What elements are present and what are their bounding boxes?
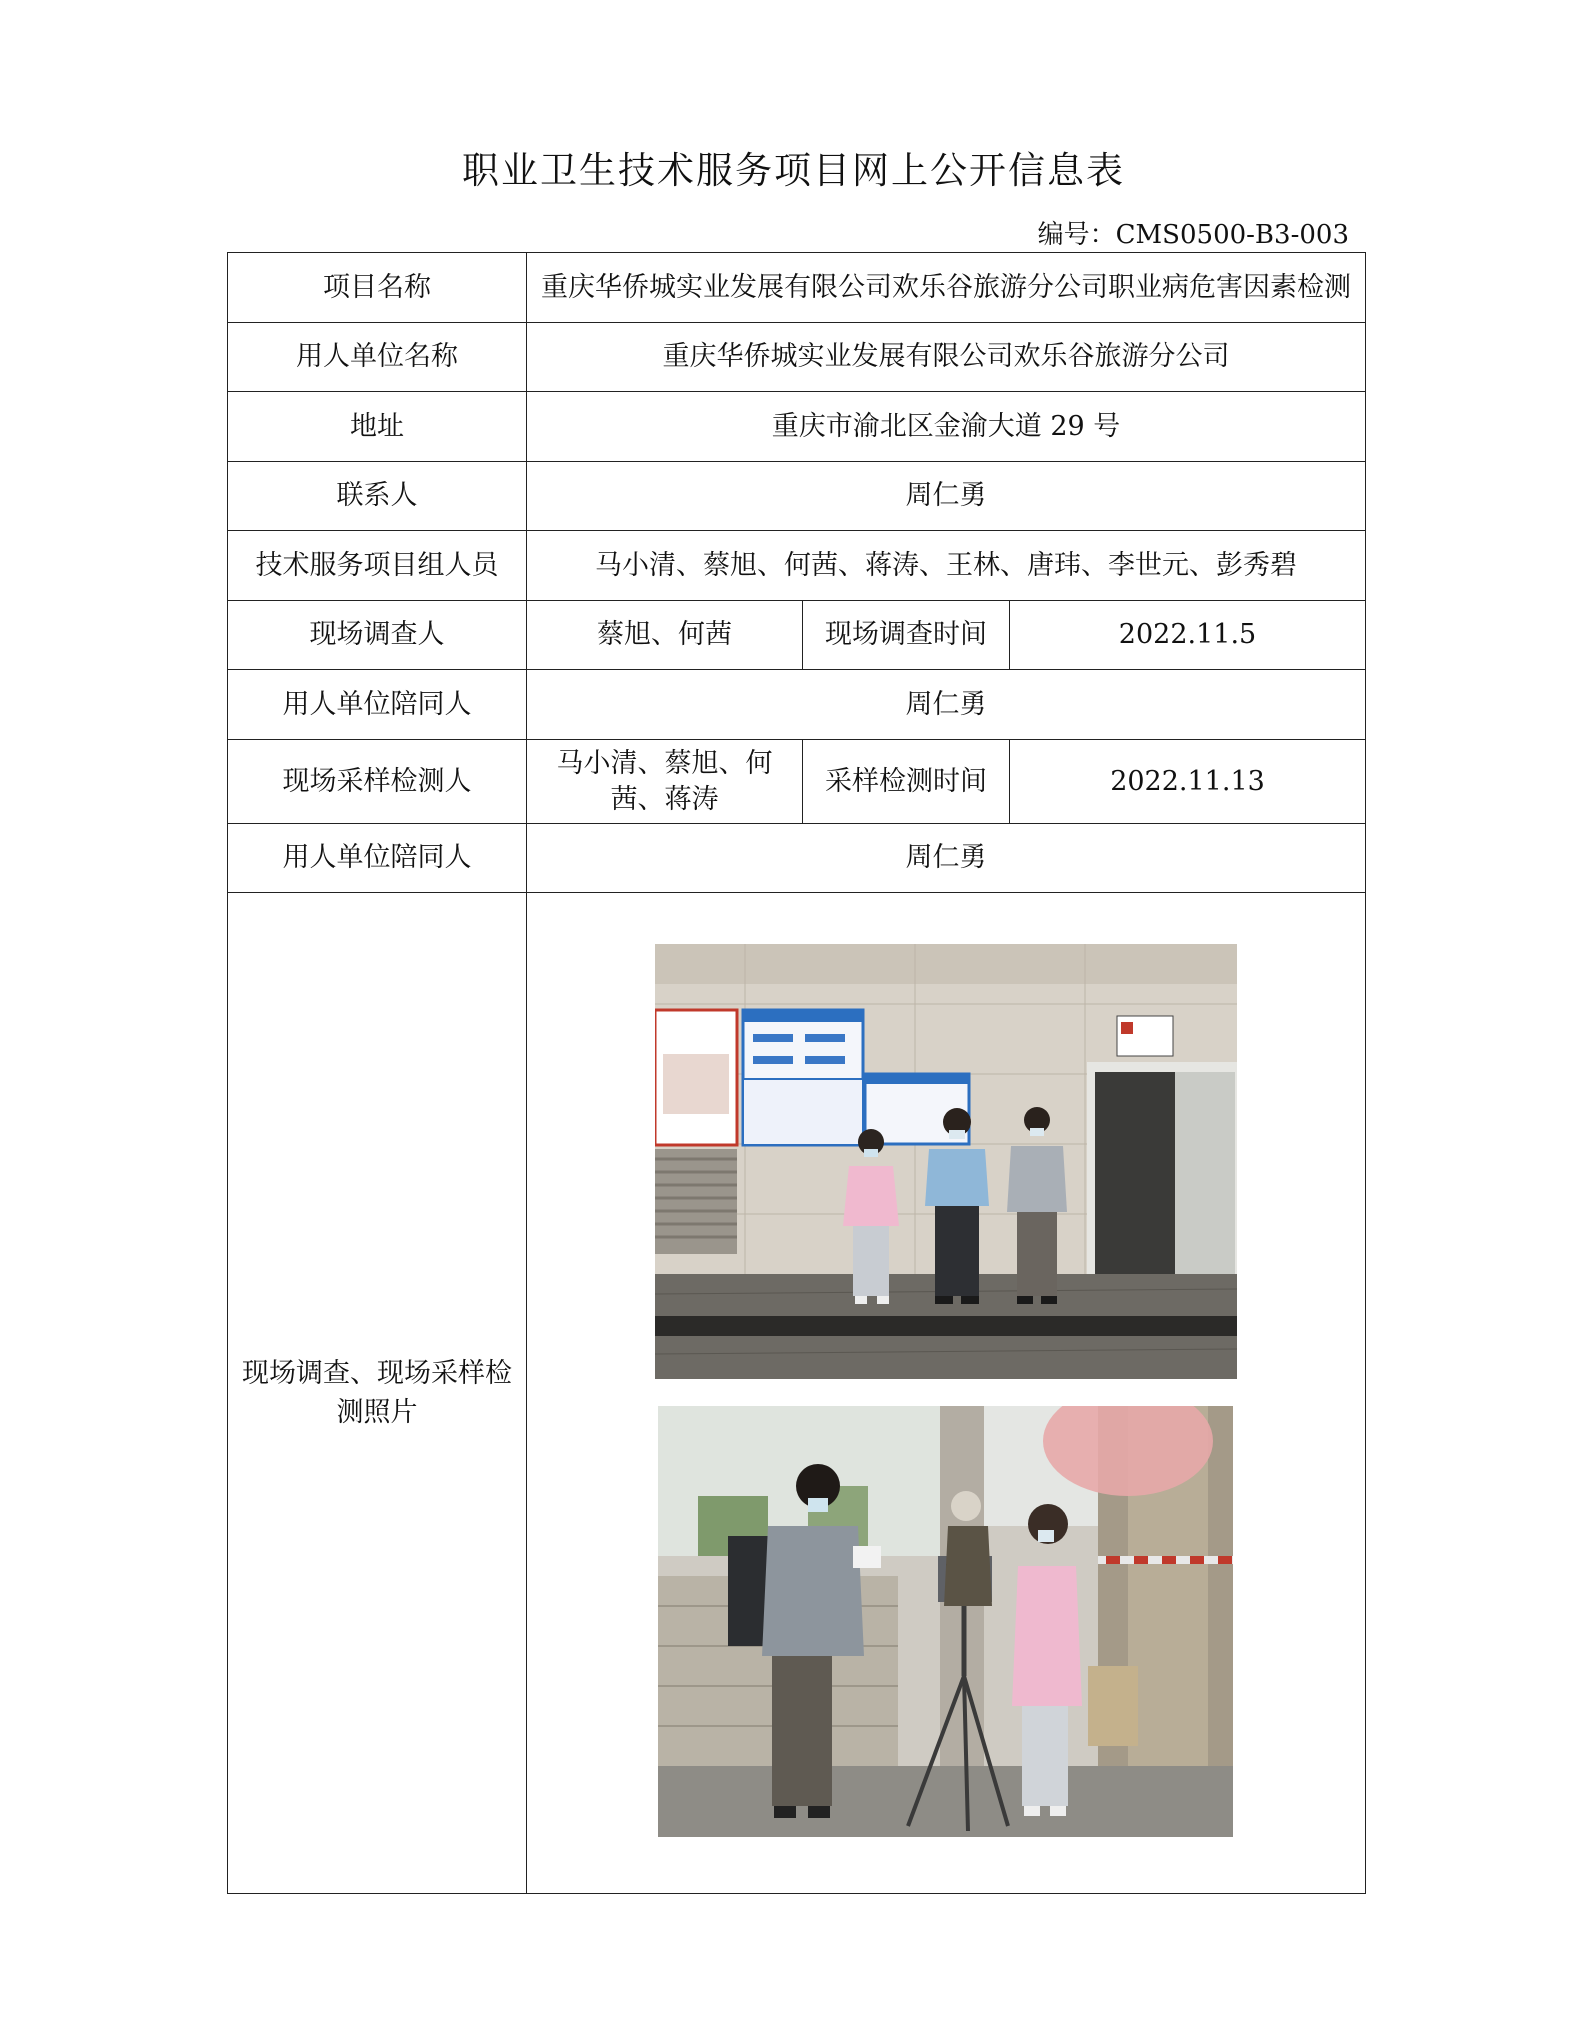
site-sampling-photo-image	[658, 1406, 1233, 1837]
row-sampling-escort	[228, 824, 1366, 893]
row-contact	[228, 462, 1366, 531]
team-label: 技术服务项目组人员	[228, 531, 527, 601]
row-sampling	[228, 740, 1366, 824]
row-survey	[228, 601, 1366, 670]
site-sampling-photo	[658, 1406, 1233, 1837]
sampling-time-label: 采样检测时间	[803, 740, 1010, 824]
site-survey-photo	[655, 944, 1237, 1379]
photos-label	[228, 893, 527, 1894]
row-photos	[228, 893, 1366, 1894]
address-label: 地址	[228, 392, 527, 462]
survey-label: 现场调查人	[228, 601, 527, 670]
row-survey-escort	[228, 670, 1366, 740]
survey-time-label: 现场调查时间	[803, 601, 1010, 670]
survey-escort-label: 用人单位陪同人	[228, 670, 527, 740]
row-employer-name	[228, 323, 1366, 392]
row-team	[228, 531, 1366, 601]
info-table	[227, 252, 1366, 1894]
survey-time-value: 2022.11.5	[1010, 601, 1366, 670]
address-value: 重庆市渝北区金渝大道 29 号	[527, 392, 1366, 462]
sampling-value: 马小清、蔡旭、何茜、蒋涛	[527, 740, 803, 824]
sampling-label: 现场采样检测人	[228, 740, 527, 824]
contact-value: 周仁勇	[527, 462, 1366, 531]
project-name-value: 重庆华侨城实业发展有限公司欢乐谷旅游分公司职业病危害因素检测	[527, 253, 1366, 323]
document-number: 编号：CMS0500-B3-003	[1037, 220, 1349, 250]
row-address	[228, 392, 1366, 462]
employer-name-value: 重庆华侨城实业发展有限公司欢乐谷旅游分公司	[527, 323, 1366, 392]
sampling-escort-value: 周仁勇	[527, 824, 1366, 893]
project-name-label: 项目名称	[228, 253, 527, 323]
site-survey-photo-image	[655, 944, 1237, 1379]
photos-label-text: 现场调查、现场采样检测照片	[242, 1357, 512, 1428]
survey-value: 蔡旭、何茜	[527, 601, 803, 670]
photos-container	[527, 893, 1365, 1893]
sampling-time-value: 2022.11.13	[1010, 740, 1366, 824]
photos-cell	[527, 893, 1366, 1894]
contact-label: 联系人	[228, 462, 527, 531]
sampling-escort-label: 用人单位陪同人	[228, 824, 527, 893]
row-project-name	[228, 253, 1366, 323]
document-title: 职业卫生技术服务项目网上公开信息表	[462, 149, 1125, 192]
survey-escort-value: 周仁勇	[527, 670, 1366, 740]
employer-name-label: 用人单位名称	[228, 323, 527, 392]
team-value: 马小清、蔡旭、何茜、蒋涛、王林、唐玮、李世元、彭秀碧	[527, 531, 1366, 601]
